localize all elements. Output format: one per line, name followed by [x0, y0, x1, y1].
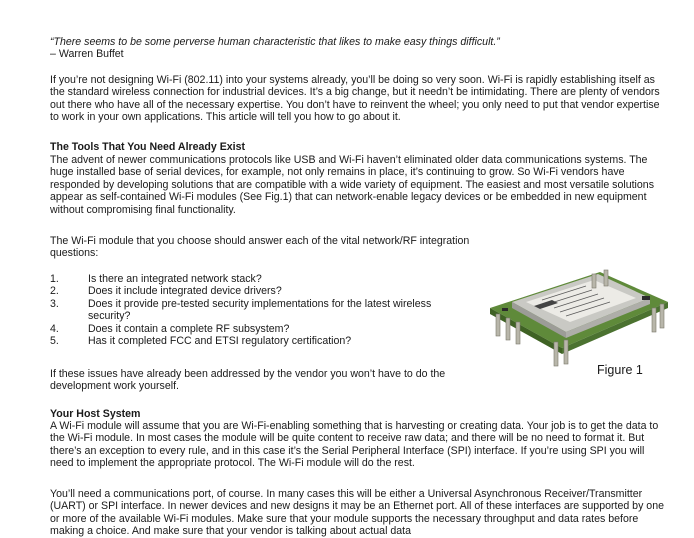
list-item	[50, 335, 460, 347]
list-text: Does it include integrated device drivers?	[88, 285, 282, 298]
list-text: Is there an integrated network stack?	[88, 273, 262, 285]
intro-paragraph: If you’re not designing Wi-Fi (802.11) into your systems already, you’ll be doing so very soon. Wi-Fi is rapidly establishing itself as the standard wireless connection for industrial devices. It’s a big change, but it needn’t be intimidating. There are plenty of vendors out there who have all of the necessary expertise. You don’t have to reinvent the wheel; you only need to put that vendor expertise to work in your own applications. This article will tell you how to go about it.	[50, 74, 660, 124]
tools-paragraph: The advent of newer communications protocols like USB and Wi-Fi haven’t eliminated older data communications systems. The huge installed base of serial devices, for example, not only remains in place, it’s continuing to grow. So Wi-Fi vendors have responded by developing solutions that are compatible with a wide variety of equipment. The easiest and most versatile solutions appear as self-contained Wi-Fi modules (See Fig.1) that can network-enable legacy devices or be embedded in new equipment without compromising final functionality.	[50, 154, 654, 216]
list-number: 2.	[50, 285, 59, 298]
list-item	[50, 285, 460, 297]
quote-author: – Warren Buffet	[50, 48, 124, 61]
figure-caption: Figure 1	[597, 363, 643, 377]
host-paragraph: A Wi-Fi module will assume that you are Wi-Fi-enabling something that is harvesting or creating data. Your job is to get the data to the Wi-Fi module. In most cases the module will be quite content to receive raw data; and there will be no need to format it. But there’s an exception to every rule, and in this case it’s the Serial Peripheral Interface (SPI) interface. If you’re using SPI you will need to implement the appropriate protocol. The Wi-Fi module will do the rest.	[50, 420, 659, 470]
section-heading-tools: The Tools That You Need Already Exist	[50, 141, 246, 153]
wifi-module-photo	[482, 252, 672, 370]
comm-paragraph: You’ll need a communications port, of course. In many cases this will be either a Universal Asynchronous Receiver/Transmitter (UART) or SPI interface. In newer devices and new designs it may be an Ethernet port. All of these interfaces are supported by one or more of the available Wi-Fi modules. Make sure that your module supports the necessary throughput and data rates before making a choice. And make sure that your vendor is talking about actual data	[50, 488, 664, 538]
resolved-paragraph: If these issues have already been addressed by the vendor you won’t have to do the development work yourself.	[50, 368, 446, 393]
list-item	[50, 298, 460, 323]
section-heading-host: Your Host System	[50, 408, 141, 420]
list-text: Has it completed FCC and ETSI regulatory certification?	[88, 335, 352, 348]
list-item	[50, 323, 460, 335]
quote-text: “There seems to be some perverse human characteristic that likes to make easy things difficult.”	[50, 36, 500, 48]
integration-questions-list	[50, 273, 460, 347]
list-number: 5.	[50, 335, 59, 348]
list-number: 4.	[50, 322, 59, 335]
list-text: Does it contain a complete RF subsystem?	[88, 322, 290, 335]
epigraph	[50, 36, 650, 61]
list-number: 3.	[50, 297, 59, 310]
list-item	[50, 273, 460, 285]
module-intro-paragraph: The Wi-Fi module that you choose should answer each of the vital network/RF integration questions:	[50, 235, 470, 260]
list-number: 1.	[50, 273, 59, 285]
list-text: Does it provide pre-tested security implementations for the latest wireless security?	[88, 297, 432, 323]
